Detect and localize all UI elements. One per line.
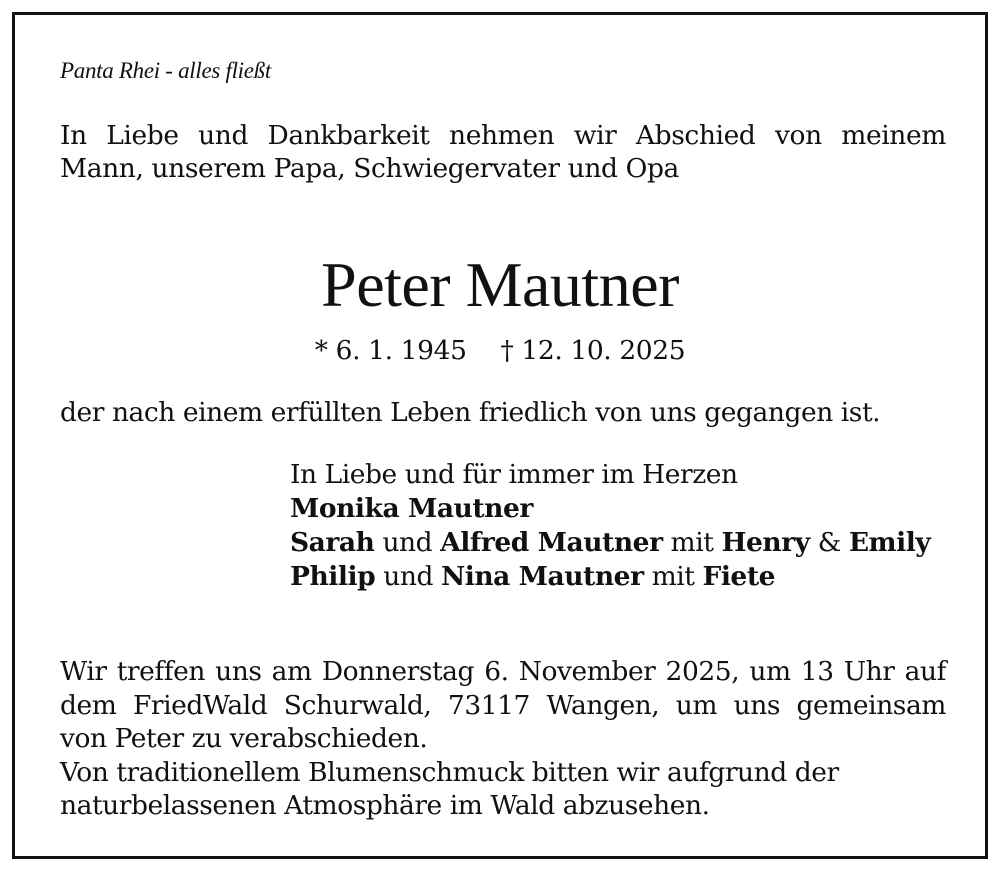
- family-name: Henry: [721, 527, 810, 558]
- passing-text: der nach einem erfüllten Leben friedlich von uns gegangen ist.: [60, 397, 881, 428]
- spouse-name: Monika Mautner: [290, 493, 533, 524]
- intro-line: In Liebe und Dankbarkeit nehmen wir Abschied von meinem: [60, 120, 946, 151]
- deceased-name: Peter Mautner: [321, 249, 679, 320]
- family-name: Philip: [290, 561, 376, 592]
- service-line: Wir treffen uns am Donnerstag 6. November 2025, um 13 Uhr auf: [60, 656, 946, 687]
- service-line: Von traditionellem Blumenschmuck bitten wir aufgrund der: [60, 756, 839, 788]
- intro-text: [60, 119, 946, 185]
- service-line: von Peter zu verabschieden.: [60, 723, 428, 754]
- family-name: Sarah: [290, 527, 375, 558]
- connector: und: [375, 561, 441, 592]
- death-date: † 12. 10. 2025: [500, 335, 686, 366]
- family-name: Emily: [848, 527, 931, 558]
- obituary-frame: [12, 12, 988, 859]
- family-heading: In Liebe und für immer im Herzen: [290, 459, 738, 490]
- connector: mit: [662, 527, 722, 558]
- family-name: Nina Mautner: [440, 561, 644, 592]
- connector: mit: [643, 561, 703, 592]
- service-line: naturbelassenen Atmosphäre im Wald abzusehen.: [60, 790, 710, 821]
- family-row: [290, 560, 930, 594]
- family-name: Alfred Mautner: [440, 527, 663, 558]
- service-text: [60, 655, 946, 823]
- connector: und: [374, 527, 441, 558]
- service-line: dem FriedWald Schurwald, 73117 Wangen, um uns gemeinsam: [60, 689, 946, 721]
- life-dates: [15, 335, 985, 366]
- family-block: [290, 458, 930, 594]
- family-member-spouse: [290, 492, 930, 526]
- birth-date: * 6. 1. 1945: [314, 335, 467, 366]
- motto: Panta Rhei - alles fließt: [60, 58, 271, 83]
- family-name: Fiete: [702, 561, 776, 592]
- intro-line: Mann, unserem Papa, Schwiegervater und Opa: [60, 153, 679, 184]
- connector: &: [809, 527, 849, 558]
- family-row: [290, 526, 930, 560]
